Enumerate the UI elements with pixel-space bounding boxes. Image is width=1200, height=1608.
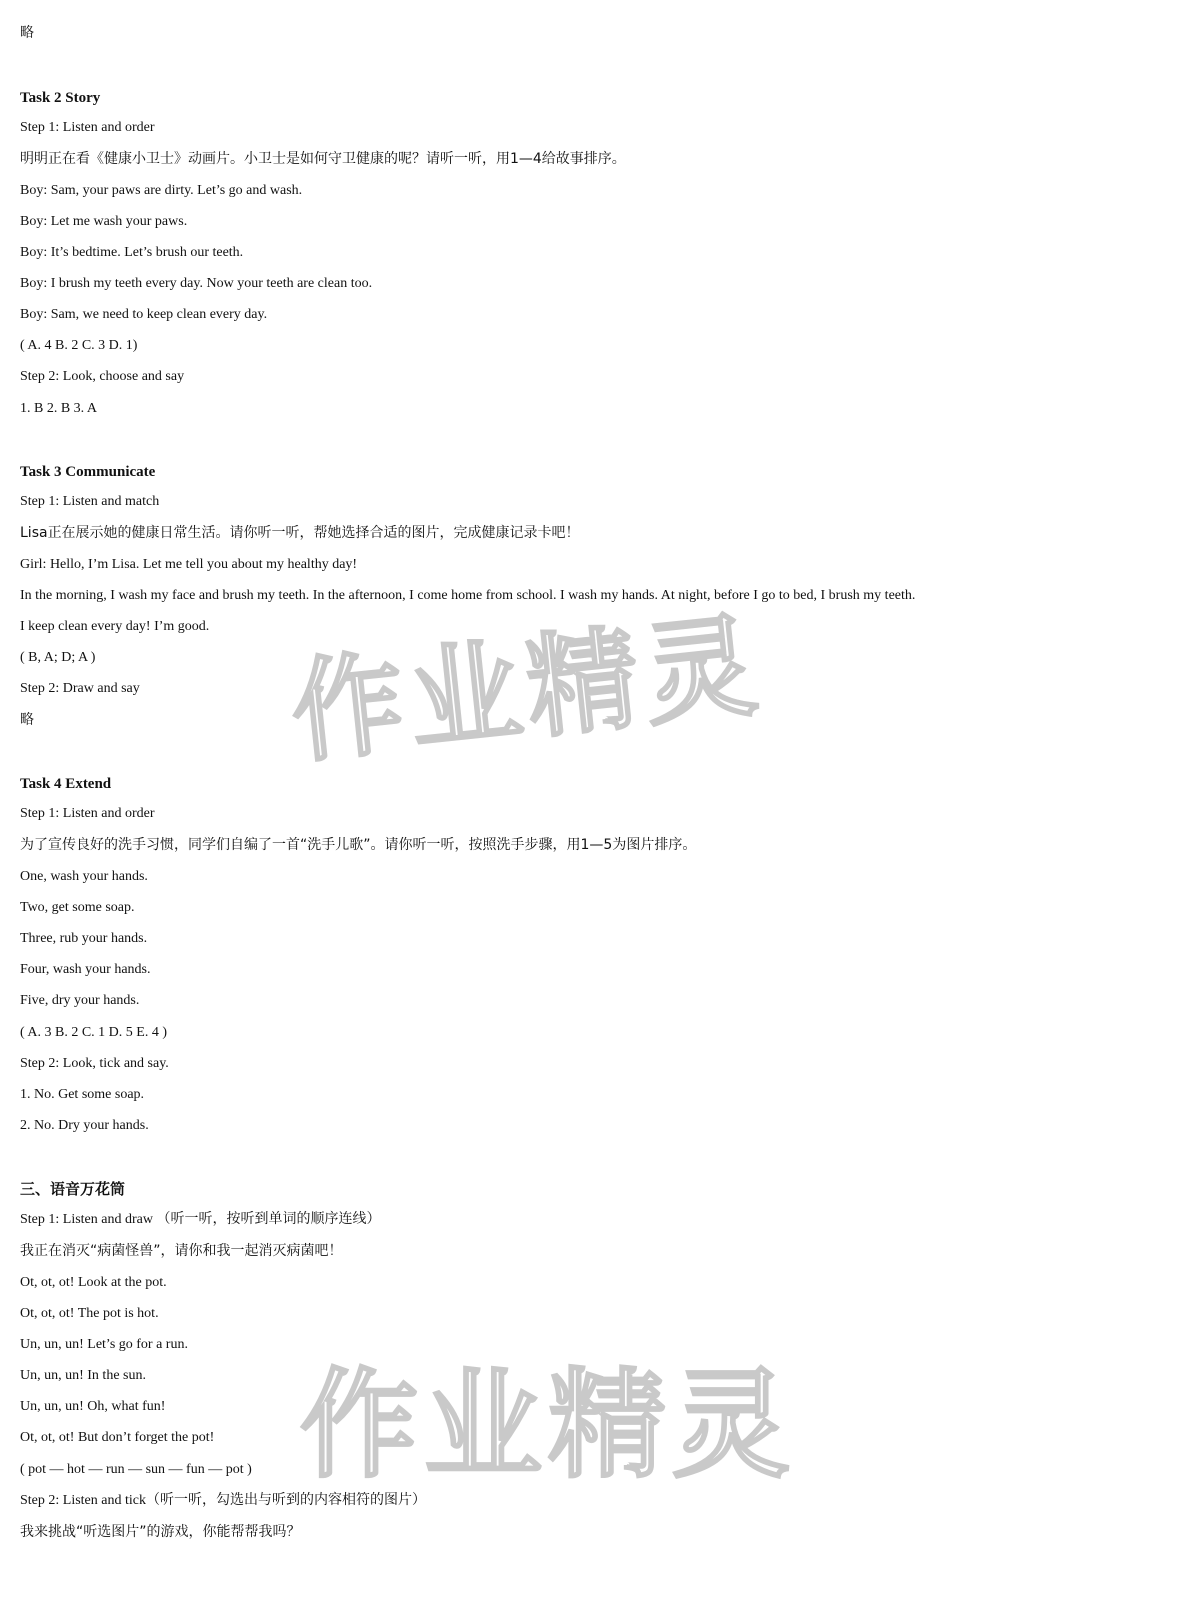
- chant-line: Un, un, un! Oh, what fun!: [20, 1399, 166, 1414]
- instruction-text: 我正在消灭“病菌怪兽”，请你和我一起消灭病菌吧！: [20, 1243, 343, 1259]
- script-line: Five, dry your hands.: [20, 993, 140, 1008]
- answer-line: ( pot — hot — run — sun — fun — pot ): [20, 1462, 252, 1477]
- step-heading: Step 1: Listen and draw （听一听，按听到单词的顺序连线）: [20, 1212, 381, 1227]
- answer-line: ( A. 3 B. 2 C. 1 D. 5 E. 4 ): [20, 1025, 167, 1040]
- step-heading: Step 1: Listen and order: [20, 120, 155, 135]
- chant-line: Ot, ot, ot! Look at the pot.: [20, 1275, 167, 1290]
- text-line: 略: [20, 25, 34, 41]
- section-heading: Task 3 Communicate: [20, 464, 156, 480]
- instruction-text: 我来挑战“听选图片”的游戏，你能帮帮我吗？: [20, 1524, 301, 1540]
- instruction-text: Lisa正在展示她的健康日常生活。请你听一听，帮她选择合适的图片，完成健康记录卡吧！: [20, 525, 580, 541]
- step-heading: Step 1: Listen and match: [20, 494, 160, 509]
- chant-line: Un, un, un! In the sun.: [20, 1368, 146, 1383]
- script-line: Boy: I brush my teeth every day. Now your teeth are clean too.: [20, 276, 373, 291]
- chant-line: Ot, ot, ot! But don’t forget the pot!: [20, 1430, 215, 1445]
- script-line: Girl: Hello, I’m Lisa. Let me tell you about my healthy day!: [20, 557, 358, 572]
- answer-line: ( A. 4 B. 2 C. 3 D. 1): [20, 338, 138, 353]
- script-line: Boy: It’s bedtime. Let’s brush our teeth.: [20, 245, 244, 260]
- script-line: I keep clean every day! I’m good.: [20, 619, 210, 634]
- step-heading: Step 2: Listen and tick（听一听，勾选出与听到的内容相符的图片）: [20, 1493, 426, 1508]
- chant-line: Ot, ot, ot! The pot is hot.: [20, 1306, 159, 1321]
- text-line: 略: [20, 712, 34, 728]
- script-line: Boy: Sam, your paws are dirty. Let’s go and wash.: [20, 183, 303, 198]
- section-heading: Task 2 Story: [20, 90, 101, 106]
- script-line: Three, rub your hands.: [20, 931, 148, 946]
- answer-line: 2. No. Dry your hands.: [20, 1118, 149, 1133]
- script-line: In the morning, I wash my face and brush my teeth. In the afternoon, I come home from school. I wash my hands. At night, before I go to bed, I brush my teeth.: [20, 588, 916, 603]
- answer-line: 1. B 2. B 3. A: [20, 401, 98, 416]
- instruction-text: 明明正在看《健康小卫士》动画片。小卫士是如何守卫健康的呢？请听一听，用1—4给故事排序。: [20, 151, 626, 167]
- script-line: Boy: Let me wash your paws.: [20, 214, 188, 229]
- instruction-text: 为了宣传良好的洗手习惯，同学们自编了一首“洗手儿歌”。请你听一听，按照洗手步骤，用1—5为图片排序。: [20, 837, 697, 853]
- watermark-logo: 作业精灵: [285, 600, 769, 780]
- chant-line: Un, un, un! Let’s go for a run.: [20, 1337, 188, 1352]
- script-line: Boy: Sam, we need to keep clean every day.: [20, 307, 268, 322]
- step-heading: Step 2: Draw and say: [20, 681, 140, 696]
- section-heading: Task 4 Extend: [20, 776, 112, 792]
- script-line: One, wash your hands.: [20, 869, 148, 884]
- watermark-logo: 作业精灵: [300, 1356, 797, 1494]
- script-line: Two, get some soap.: [20, 900, 135, 915]
- step-heading: Step 2: Look, choose and say: [20, 369, 185, 384]
- script-line: Four, wash your hands.: [20, 962, 151, 977]
- section-heading: 三、语音万花筒: [20, 1180, 126, 1198]
- step-heading: Step 1: Listen and order: [20, 806, 155, 821]
- answer-line: 1. No. Get some soap.: [20, 1087, 145, 1102]
- step-heading: Step 2: Look, tick and say.: [20, 1056, 169, 1071]
- answer-line: ( B, A; D; A ): [20, 650, 96, 665]
